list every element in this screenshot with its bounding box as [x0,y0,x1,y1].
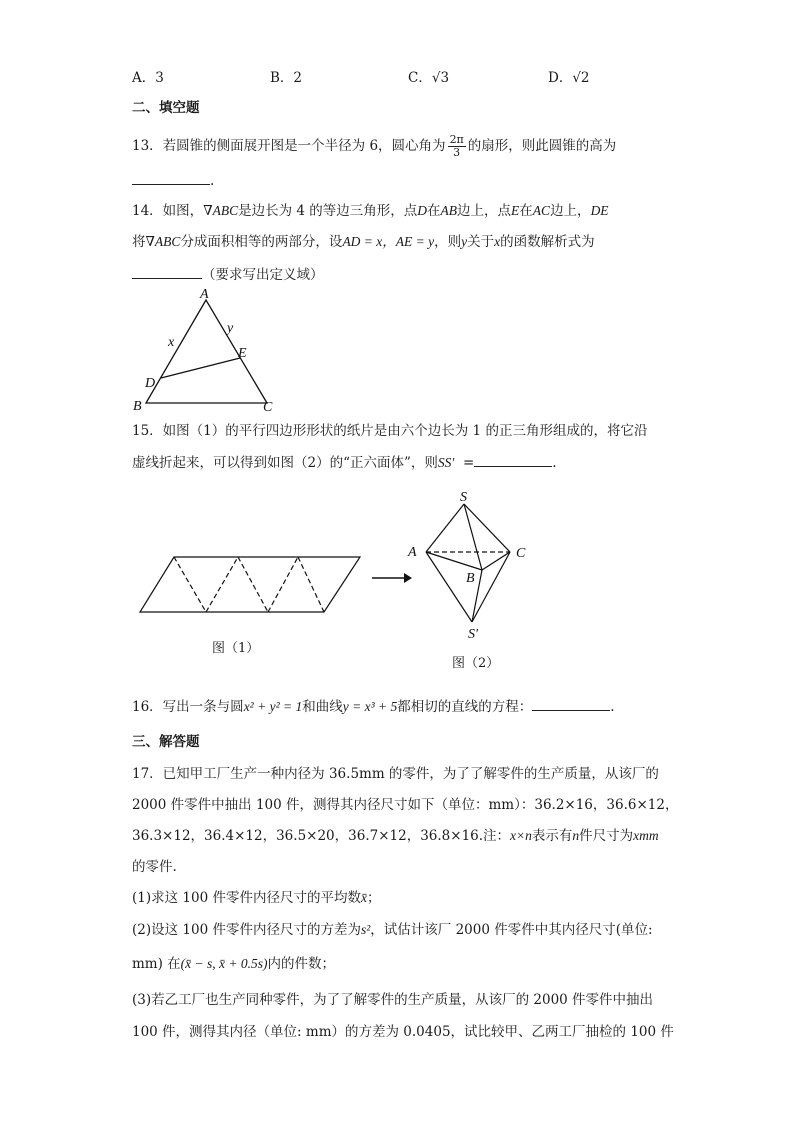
question-17-part2-line2: mm) 在(x̄ − s, x̄ + 0.5s)内的件数； [132,956,335,972]
question-15-line2: 虚线折起来，可以得到如图（2）的“正六面体”，则SS′ = . [132,452,557,473]
question-17-line2: 2000 件零件中抽出 100 件，测得其内径尺寸如下（单位：mm）：36.2×16，36.6×12， [132,797,679,813]
triangle-abc [146,300,267,403]
label-y: y [227,321,234,336]
answer-blank-15 [474,452,552,467]
label-x: x [168,335,175,350]
label-s-prime: S′ [468,627,479,642]
question-17-line4: 的零件. [132,859,177,875]
question-15-line1: 15．如图（1）的平行四边形形状的纸片是由六个边长为 1 的正三角形组成的，将它沿 [132,423,648,439]
section-title-fill-in: 二、填空题 [132,100,200,116]
caption-figure-1: 图（1） [212,641,260,656]
parallelogram-outline [140,557,360,612]
question-14-line3: （要求写出定义域） [132,264,324,285]
answer-blank-14 [132,264,202,279]
question-14-line2: 将∇ABC分成面积相等的两部分，设AD = x，AE = y，则y关于x的函数解析式为 [132,234,595,250]
segment-de [161,358,240,378]
question-17-part3-line1: (3)若乙工厂也生产同种零件，为了了解零件的生产质量，从该厂的 2000 件零件中抽出 [132,992,654,1008]
question-17-part2-line1: (2)设这 100 件零件内径尺寸的方差为s²，试估计该厂 2000 件零件中其内径尺寸(单位: [132,922,653,938]
question-17-line3: 36.3×12，36.4×12，36.5×20，36.7×12，36.8×16.注：x×n表示有n件尺寸为xmm [132,828,659,844]
label-c2: C [516,546,526,561]
option-d: D．√2 [548,70,590,86]
label-e: E [238,346,247,361]
label-s: S [460,490,467,505]
fraction-2pi-over-3: $\frac{2\pi}{3}$ [449,133,464,159]
label-d: D [145,376,156,391]
label-c: C [263,400,273,414]
option-b: B．2 [270,70,303,86]
label-a2: A [408,545,417,560]
label-a: A [200,287,209,302]
question-17-line1: 17．已知甲工厂生产一种内径为 36.5mm 的零件，为了了解零件的生产质量，从该厂的 [132,766,659,782]
caption-figure-2: 图（2） [452,656,500,671]
question-17-part3-line2: 100 件，测得其内径（单位: mm）的方差为 0.0405，试比较甲、乙两工厂抽检的 100 件 [132,1024,674,1040]
answer-blank-13: . [132,170,214,191]
option-c: C．√3 [408,70,450,86]
question-13: 13．若圆锥的侧面展开图是一个半径为 6，圆心角为 $\frac{2\pi}{3}$ 的扇形，则此圆锥的高为 [132,133,617,159]
label-b2: B [466,571,475,586]
option-a: A．3 [132,70,164,86]
answer-blank-16 [532,696,610,711]
triangle-figure [130,284,290,414]
question-16: 16．写出一条与圆x² + y² = 1和曲线y = x³ + 5都相切的直线的方程： . [132,696,615,717]
section-title-solutions: 三、解答题 [132,734,200,750]
question-17-part1: (1)求这 100 件零件内径尺寸的平均数x̄； [132,890,381,906]
question-14-line1: 14．如图，∇ABC是边长为 4 的等边三角形，点D在AB边上，点E在AC边上，DE [132,203,609,219]
parallelogram-figure [128,552,368,622]
label-b: B [133,399,142,414]
hexahedron-figure [402,488,542,648]
